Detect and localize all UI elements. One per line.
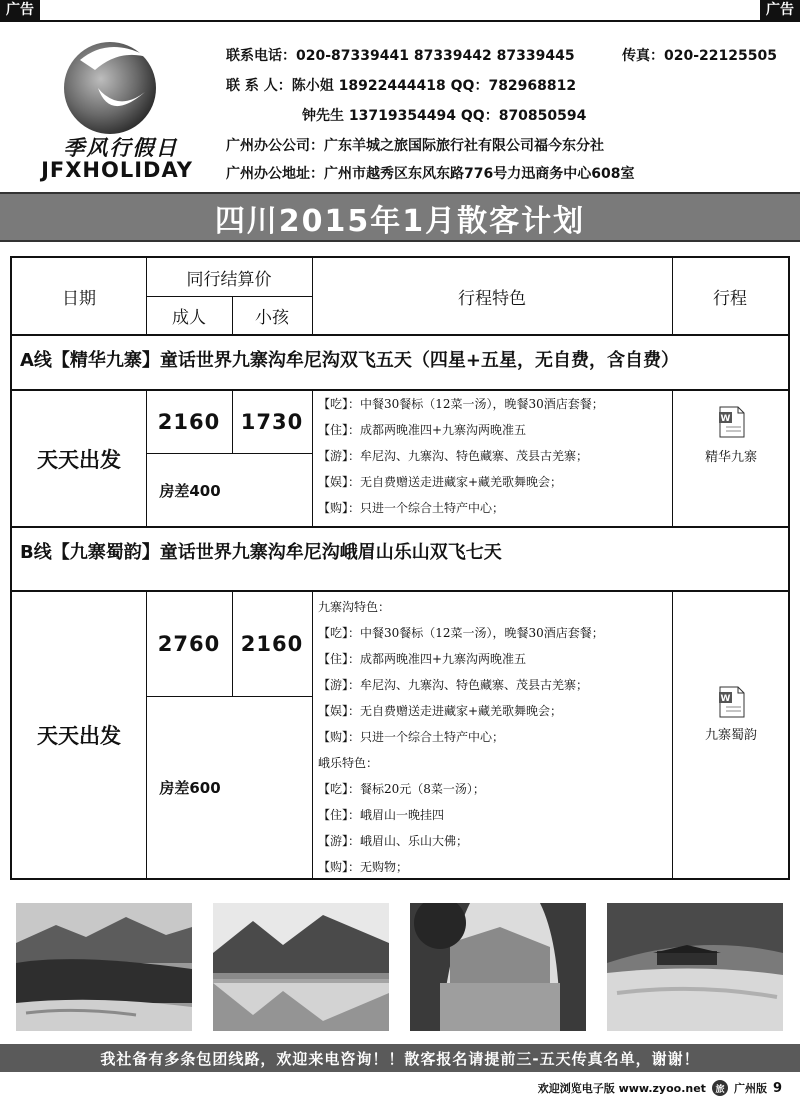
feature-line: 【游】：峨眉山、乐山大佛； <box>318 834 469 848</box>
brand-logo-icon <box>40 30 180 140</box>
header-price-group: 同行结算价 <box>186 269 272 290</box>
feature-line: 九寨沟特色： <box>318 600 391 614</box>
route-b-features <box>318 594 604 880</box>
feature-line: 【游】：牟尼沟、九寨沟、特色藏寨、茂县古羌寨； <box>318 449 589 463</box>
edition-seal-icon: 旅 <box>712 1080 728 1096</box>
route-a-room-diff: 房差400 <box>159 481 221 500</box>
route-a-file-label[interactable]: 精华九寨 <box>704 450 757 465</box>
route-a-title: A线【精华九寨】童话世界九寨沟牟尼沟双飞五天（四星+五星，无自费，含自费） <box>20 350 680 371</box>
route-b-adult-price: 2760 <box>157 632 221 656</box>
word-document-icon[interactable] <box>718 406 746 438</box>
brand-name-en: JFXHOLIDAY <box>41 158 193 182</box>
browse-link[interactable]: 欢迎浏览电子版 www.zyoo.net <box>537 1082 706 1095</box>
edition-label: 广州版 <box>733 1082 767 1095</box>
scenery-photo-3 <box>410 903 586 1031</box>
brand-name-cn: 季风行假日 <box>63 135 179 160</box>
feature-line: 【住】：成都两晚准四+九寨沟两晚准五 <box>318 423 527 437</box>
feature-line: 【吃】：中餐30餐标（12菜一汤），晚餐30酒店套餐； <box>318 626 604 640</box>
word-document-icon[interactable] <box>718 686 746 718</box>
route-a-depart: 天天出发 <box>37 447 121 472</box>
contact-person-2: 钟先生 13719354494 QQ：870850594 <box>302 108 587 124</box>
route-a-child-price: 1730 <box>240 410 304 434</box>
feature-line: 【住】：成都两晚准四+九寨沟两晚准五 <box>318 652 527 666</box>
header-adult: 成人 <box>172 307 206 328</box>
feature-line: 【吃】：中餐30餐标（12菜一汤），晚餐30酒店套餐； <box>318 397 604 411</box>
route-a-adult-price: 2160 <box>157 410 221 434</box>
route-b-file-label[interactable]: 九寨蜀韵 <box>704 728 757 743</box>
svg-text:W: W <box>720 414 731 424</box>
header-date: 日期 <box>62 288 96 309</box>
page-number: 9 <box>772 1080 782 1096</box>
feature-line: 【娱】：无自费赠送走进藏家+藏羌歌舞晚会； <box>318 704 563 718</box>
header-itinerary: 行程 <box>713 288 747 309</box>
scenery-photo-4 <box>607 903 783 1031</box>
route-b-title: B线【九寨蜀韵】童话世界九寨沟牟尼沟峨眉山乐山双飞七天 <box>20 542 502 563</box>
route-b-depart: 天天出发 <box>37 724 121 748</box>
feature-line: 【购】：只进一个综合土特产中心； <box>318 730 505 744</box>
route-b-room-diff: 房差600 <box>159 779 221 797</box>
feature-line: 峨乐特色： <box>318 756 379 770</box>
footer-notice: 我社备有多条包团线路，欢迎来电咨询！！散客报名请提前三-五天传真名单，谢谢！ <box>100 1050 700 1068</box>
contact-phone: 联系电话：020-87339441 87339442 87339445 <box>226 48 575 64</box>
page-title: 四川2015年1月散客计划 <box>214 204 586 239</box>
feature-line: 【购】：只进一个综合土特产中心； <box>318 501 505 515</box>
feature-line: 【娱】：无自费赠送走进藏家+藏羌歌舞晚会； <box>318 475 563 489</box>
ad-label-right: 广告 <box>760 0 800 20</box>
page-info <box>538 1080 782 1096</box>
feature-line: 【住】：峨眉山一晚挂四 <box>318 808 445 822</box>
feature-line: 【吃】：餐标20元（8菜一汤）； <box>318 782 485 796</box>
scenery-photo-1 <box>16 903 192 1031</box>
top-rule <box>0 20 800 22</box>
header-features: 行程特色 <box>458 288 526 309</box>
feature-line: 【游】：牟尼沟、九寨沟、特色藏寨、茂县古羌寨； <box>318 678 589 692</box>
feature-line: 【购】：无购物； <box>318 860 409 874</box>
header-child: 小孩 <box>255 307 289 328</box>
ad-label-left: 广告 <box>0 0 40 20</box>
contact-fax: 传真：020-22125505 <box>622 48 777 64</box>
svg-text:W: W <box>720 694 731 704</box>
contact-person-1: 联 系 人：陈小姐 18922444418 QQ：782968812 <box>226 78 577 94</box>
route-b-child-price: 2160 <box>240 632 304 656</box>
schedule-table <box>10 256 790 880</box>
scenery-photo-2 <box>213 903 389 1031</box>
route-a-features <box>318 391 604 521</box>
office-company: 广州办公公司：广东羊城之旅国际旅行社有限公司福今东分社 <box>226 138 604 154</box>
office-address: 广州办公地址：广州市越秀区东风东路776号力迅商务中心608室 <box>226 166 635 182</box>
